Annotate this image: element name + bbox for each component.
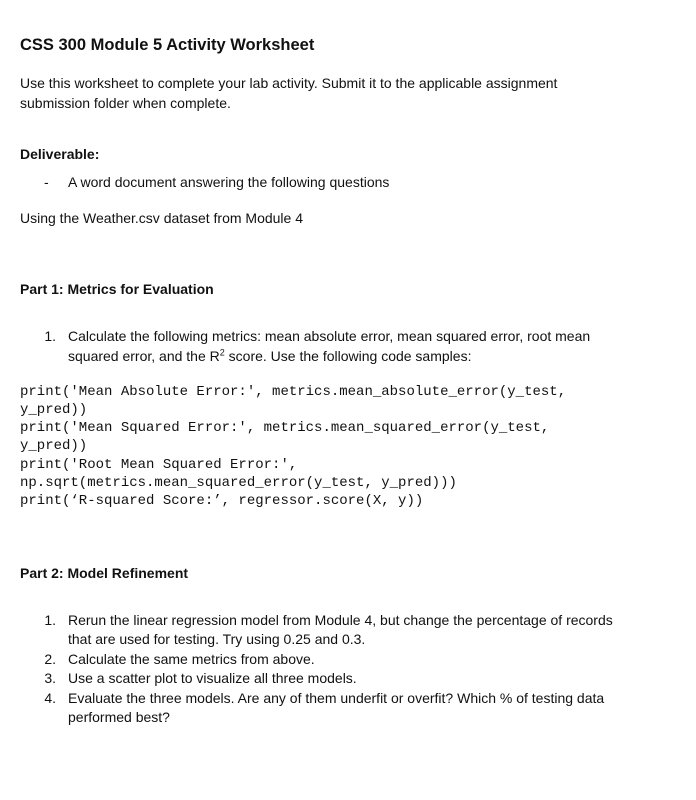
part1-heading: Part 1: Metrics for Evaluation	[20, 281, 214, 297]
part1-item-number: 1.	[44, 328, 56, 344]
part2-item-number: 3.	[44, 670, 56, 686]
part1-item-line-2-after: score. Use the following code samples:	[224, 348, 472, 364]
part1-item-line-2-before: squared error, and the R	[68, 348, 220, 364]
part2-item-number: 4.	[44, 690, 56, 706]
page-title: CSS 300 Module 5 Activity Worksheet	[20, 36, 315, 54]
code-line: y_pred))	[20, 438, 88, 454]
code-line: print(‘R-squared Score:’, regressor.score(X, y))	[20, 493, 424, 509]
part2-item-2-line-1: Calculate the same metrics from above.	[68, 651, 315, 667]
part2-heading: Part 2: Model Refinement	[20, 565, 189, 581]
part2-item-1-line-2: that are used for testing. Try using 0.25 and 0.3.	[68, 631, 366, 647]
code-line: print('Root Mean Squared Error:',	[20, 457, 298, 473]
part2-item-number: 1.	[44, 612, 56, 628]
r-squared-superscript: 2	[219, 347, 225, 358]
part2-item-3-line-1: Use a scatter plot to visualize all three models.	[68, 670, 357, 686]
bullet-marker: -	[44, 174, 49, 190]
part1-item-line-1: Calculate the following metrics: mean absolute error, mean squared error, root mean	[68, 328, 591, 344]
dataset-note: Using the Weather.csv dataset from Module 4	[20, 210, 303, 226]
intro-line-2: submission folder when complete.	[20, 95, 231, 111]
intro-line-1: Use this worksheet to complete your lab activity. Submit it to the applicable assignment	[20, 75, 558, 91]
part2-item-number: 2.	[44, 651, 56, 667]
deliverable-item: A word document answering the following questions	[68, 174, 390, 190]
part2-item-1-line-1: Rerun the linear regression model from Module 4, but change the percentage of records	[68, 612, 613, 628]
code-line: print('Mean Squared Error:', metrics.mean_squared_error(y_test,	[20, 420, 550, 436]
deliverable-heading: Deliverable:	[20, 146, 100, 162]
code-line: np.sqrt(metrics.mean_squared_error(y_test, y_pred)))	[20, 475, 457, 491]
part2-item-4-line-2: performed best?	[68, 709, 170, 725]
part2-item-4-line-1: Evaluate the three models. Are any of them underfit or overfit? Which % of testing data	[68, 690, 605, 706]
code-line: y_pred))	[20, 402, 88, 418]
code-line: print('Mean Absolute Error:', metrics.mean_absolute_error(y_test,	[20, 384, 567, 400]
part1-item-line-2	[68, 346, 471, 366]
